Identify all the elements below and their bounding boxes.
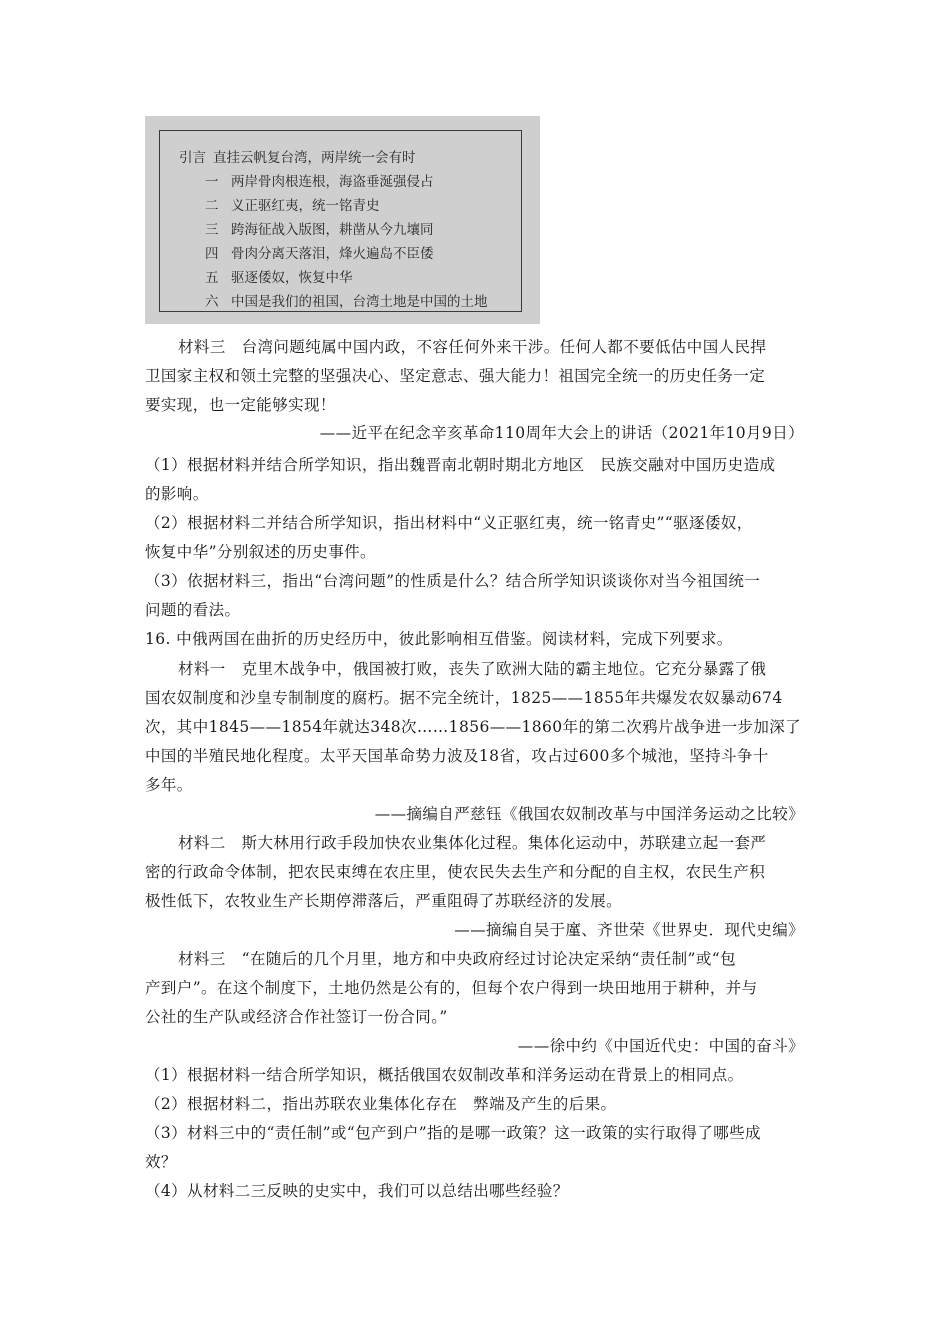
material-1-line: 中国的半殖民地化程度。太平天国革命势力波及18省，攻占过600多个城池，坚持斗争十 <box>145 747 769 765</box>
material-3b-line: 材料三 “在随后的几个月里，地方和中央政府经过讨论决定采纳“责任制”或“包 <box>178 950 736 968</box>
question-1-line: （1）根据材料并结合所学知识，指出魏晋南北朝时期北方地区 民族交融对中国历史造成 <box>145 456 776 474</box>
scan-row-num: 六 <box>205 294 219 310</box>
material-1-line: 次，其中1845——1854年就达348次……1856——1860年的第二次鸦片战争进一步加深了 <box>145 718 802 736</box>
material-2-line: 密的行政命令体制，把农民束缚在农庄里，使农民失去生产和分配的自主权，农民生产积 <box>145 863 766 881</box>
question-3-line: （3）依据材料三，指出“台湾问题”的性质是什么？结合所学知识谈谈你对当今祖国统一 <box>145 572 761 590</box>
scan-row-num: 五 <box>205 270 219 286</box>
material-2-line: 极性低下，农牧业生产长期停滞落后，严重阻碍了苏联经济的发展。 <box>145 892 623 910</box>
scan-row-num: 一 <box>205 174 219 190</box>
material-3b-line: 产到户”。在这个制度下，土地仍然是公有的，但每个农户得到一块田地用于耕种，并与 <box>145 979 758 997</box>
material-1-line: 多年。 <box>145 776 193 794</box>
problem-16-heading: 16. 中俄两国在曲折的历史经历中，彼此影响相互借鉴。阅读材料，完成下列要求。 <box>145 630 733 648</box>
subquestion-2: （2）根据材料二，指出苏联农业集体化存在 弊端及产生的后果。 <box>145 1095 617 1113</box>
scan-row <box>179 146 416 166</box>
subquestion-4: （4）从材料二三反映的史实中，我们可以总结出哪些经验？ <box>145 1182 569 1200</box>
scan-row-num: 二 <box>205 198 219 214</box>
scan-row <box>205 218 434 238</box>
material-3-source: ——近平在纪念辛亥革命110周年大会上的讲话（2021年10月9日） <box>319 424 804 442</box>
scan-row-text: 骨肉分离天落泪，烽火遍岛不臣倭 <box>231 246 434 262</box>
question-2-line: 恢复中华”分别叙述的历史事件。 <box>145 543 376 561</box>
material-1-line: 材料一 克里木战争中，俄国被打败，丧失了欧洲大陆的霸主地位。它充分暴露了俄 <box>178 660 767 678</box>
scan-row-num: 四 <box>205 246 219 262</box>
question-1-line: 的影响。 <box>145 485 209 503</box>
material-1-source: ——摘编自严慈钰《俄国农奴制改革与中国洋务运动之比较》 <box>374 805 804 823</box>
material-3-line: 材料三 台湾问题纯属中国内政，不容任何外来干涉。任何人都不要低估中国人民捍 <box>178 338 767 356</box>
material-3-line: 要实现，也一定能够实现！ <box>145 396 336 414</box>
subquestion-1: （1）根据材料一结合所学知识，概括俄国农奴制改革和洋务运动在背景上的相同点。 <box>145 1066 744 1084</box>
scan-row-text: 中国是我们的祖国，台湾土地是中国的土地 <box>231 294 488 310</box>
scan-row-num: 引言 <box>179 150 206 166</box>
scan-row <box>205 242 434 262</box>
subquestion-3-line: 效？ <box>145 1153 177 1171</box>
material-2-line: 材料二 斯大林用行政手段加快农业集体化过程。集体化运动中，苏联建立起一套严 <box>178 834 767 852</box>
material-2-source: ——摘编自吴于廑、齐世荣《世界史．现代史编》 <box>454 921 804 939</box>
scan-row <box>205 170 434 190</box>
material-1-line: 国农奴制度和沙皇专制制度的腐朽。据不完全统计，1825——1855年共爆发农奴暴动674 <box>145 689 783 707</box>
question-3-line: 问题的看法。 <box>145 601 241 619</box>
scan-row <box>205 266 353 286</box>
material-3b-source: ——徐中约《中国近代史：中国的奋斗》 <box>517 1037 804 1055</box>
scan-row-text: 义正驱红夷，统一铭青史 <box>231 198 380 214</box>
scan-row-text: 两岸骨肉根连根，海盗垂涎强侵占 <box>231 174 434 190</box>
scan-row-text: 跨海征战入版图，耕凿从今九壤同 <box>231 222 434 238</box>
scan-row <box>205 290 488 310</box>
question-2-line: （2）根据材料二并结合所学知识，指出材料中“义正驱红夷，统一铭青史”“驱逐倭奴， <box>145 514 753 532</box>
scan-row-num: 三 <box>205 222 219 238</box>
scan-row-text: 驱逐倭奴，恢复中华 <box>231 270 353 286</box>
scan-row-text: 直挂云帆复台湾，两岸统一会有时 <box>213 150 416 166</box>
subquestion-3-line: （3）材料三中的“责任制”或“包产到户”指的是哪一政策？这一政策的实行取得了哪些成 <box>145 1124 761 1142</box>
scan-row <box>205 194 380 214</box>
material-3b-line: 公社的生产队或经济合作社签订一份合同。” <box>145 1008 448 1026</box>
scanned-table-image <box>145 116 540 324</box>
material-3-line: 卫国家主权和领土完整的坚强决心、坚定意志、强大能力！祖国完全统一的历史任务一定 <box>145 367 766 385</box>
